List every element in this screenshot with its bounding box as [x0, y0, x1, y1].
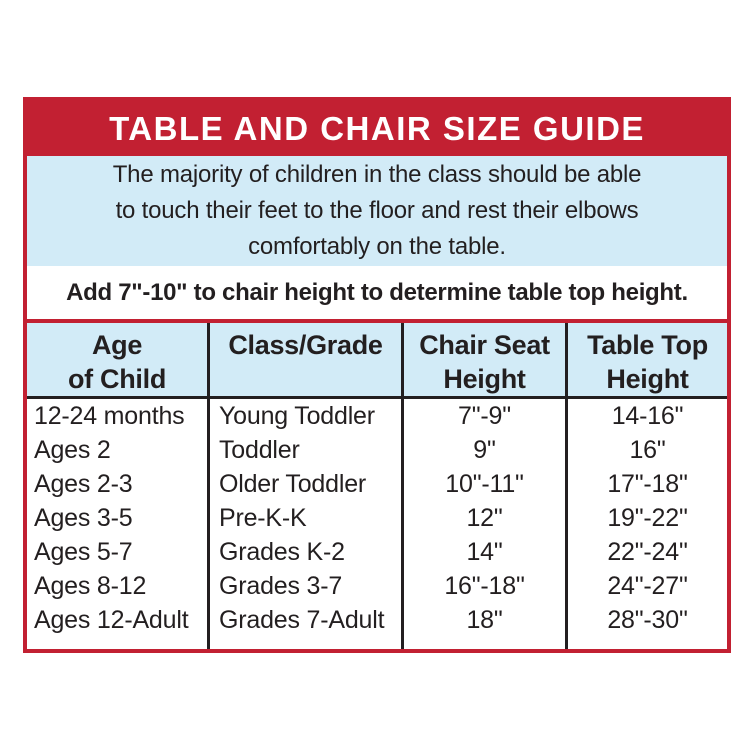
cell-chair-seat: 10"-11"	[401, 467, 565, 501]
cell-chair-seat: 14"	[401, 535, 565, 569]
cell-class: Pre-K-K	[207, 501, 401, 535]
table-row	[27, 501, 727, 535]
cell-chair-seat: 18"	[401, 603, 565, 649]
intro-line-1: The majority of children in the class should be able	[112, 161, 642, 188]
cell-table-top: 22"-24"	[565, 535, 727, 569]
header-line: Table Top	[587, 330, 708, 360]
cell-age: Ages 2-3	[34, 470, 133, 498]
table-row	[27, 569, 727, 603]
header-line: Height	[606, 364, 689, 394]
header-line: Chair Seat	[419, 330, 550, 360]
intro-section	[27, 156, 727, 266]
table-row	[27, 399, 727, 433]
cell-class: Young Toddler	[207, 399, 401, 433]
cell-age: Ages 8-12	[34, 572, 147, 600]
table-row	[27, 433, 727, 467]
table-row	[27, 467, 727, 501]
header-line: Height	[443, 364, 526, 394]
table-header-row	[27, 323, 727, 399]
cell-table-top: 28"-30"	[565, 603, 727, 649]
intro-line-3: comfortably on the table.	[248, 233, 506, 260]
cell-class: Toddler	[207, 433, 401, 467]
intro-line-2: to touch their feet to the floor and rest their elbows	[115, 197, 639, 224]
table-row	[27, 603, 727, 649]
cell-chair-seat: 16"-18"	[401, 569, 565, 603]
header-line: Class/Grade	[228, 330, 383, 360]
page-title: TABLE AND CHAIR SIZE GUIDE	[109, 109, 645, 147]
size-guide-card	[23, 97, 731, 653]
cell-age: Ages 3-5	[34, 504, 133, 532]
cell-table-top: 16"	[565, 433, 727, 467]
header-line: Age	[91, 330, 143, 360]
cell-age: Ages 5-7	[34, 538, 133, 566]
table-row	[27, 535, 727, 569]
header-line: of Child	[67, 364, 167, 394]
cell-table-top: 14-16"	[565, 399, 727, 433]
cell-age: Ages 2	[34, 436, 111, 464]
cell-class: Older Toddler	[207, 467, 401, 501]
cell-class: Grades 3-7	[207, 569, 401, 603]
title-banner	[27, 101, 727, 156]
header-class-grade	[207, 323, 401, 396]
header-chair-seat-height	[401, 323, 565, 396]
cell-table-top: 19"-22"	[565, 501, 727, 535]
cell-chair-seat: 7"-9"	[401, 399, 565, 433]
cell-age: Ages 12-Adult	[34, 606, 189, 634]
cell-age: 12-24 months	[34, 402, 185, 430]
cell-chair-seat: 9"	[401, 433, 565, 467]
header-age-of-child	[27, 323, 207, 396]
cell-table-top: 24"-27"	[565, 569, 727, 603]
header-table-top-height	[565, 323, 727, 396]
instruction-text: Add 7"-10" to chair height to determine table top height.	[66, 278, 688, 306]
size-table	[27, 323, 727, 649]
cell-class: Grades K-2	[207, 535, 401, 569]
cell-chair-seat: 12"	[401, 501, 565, 535]
instruction-band	[27, 266, 727, 319]
cell-table-top: 17"-18"	[565, 467, 727, 501]
cell-class: Grades 7-Adult	[207, 603, 401, 649]
